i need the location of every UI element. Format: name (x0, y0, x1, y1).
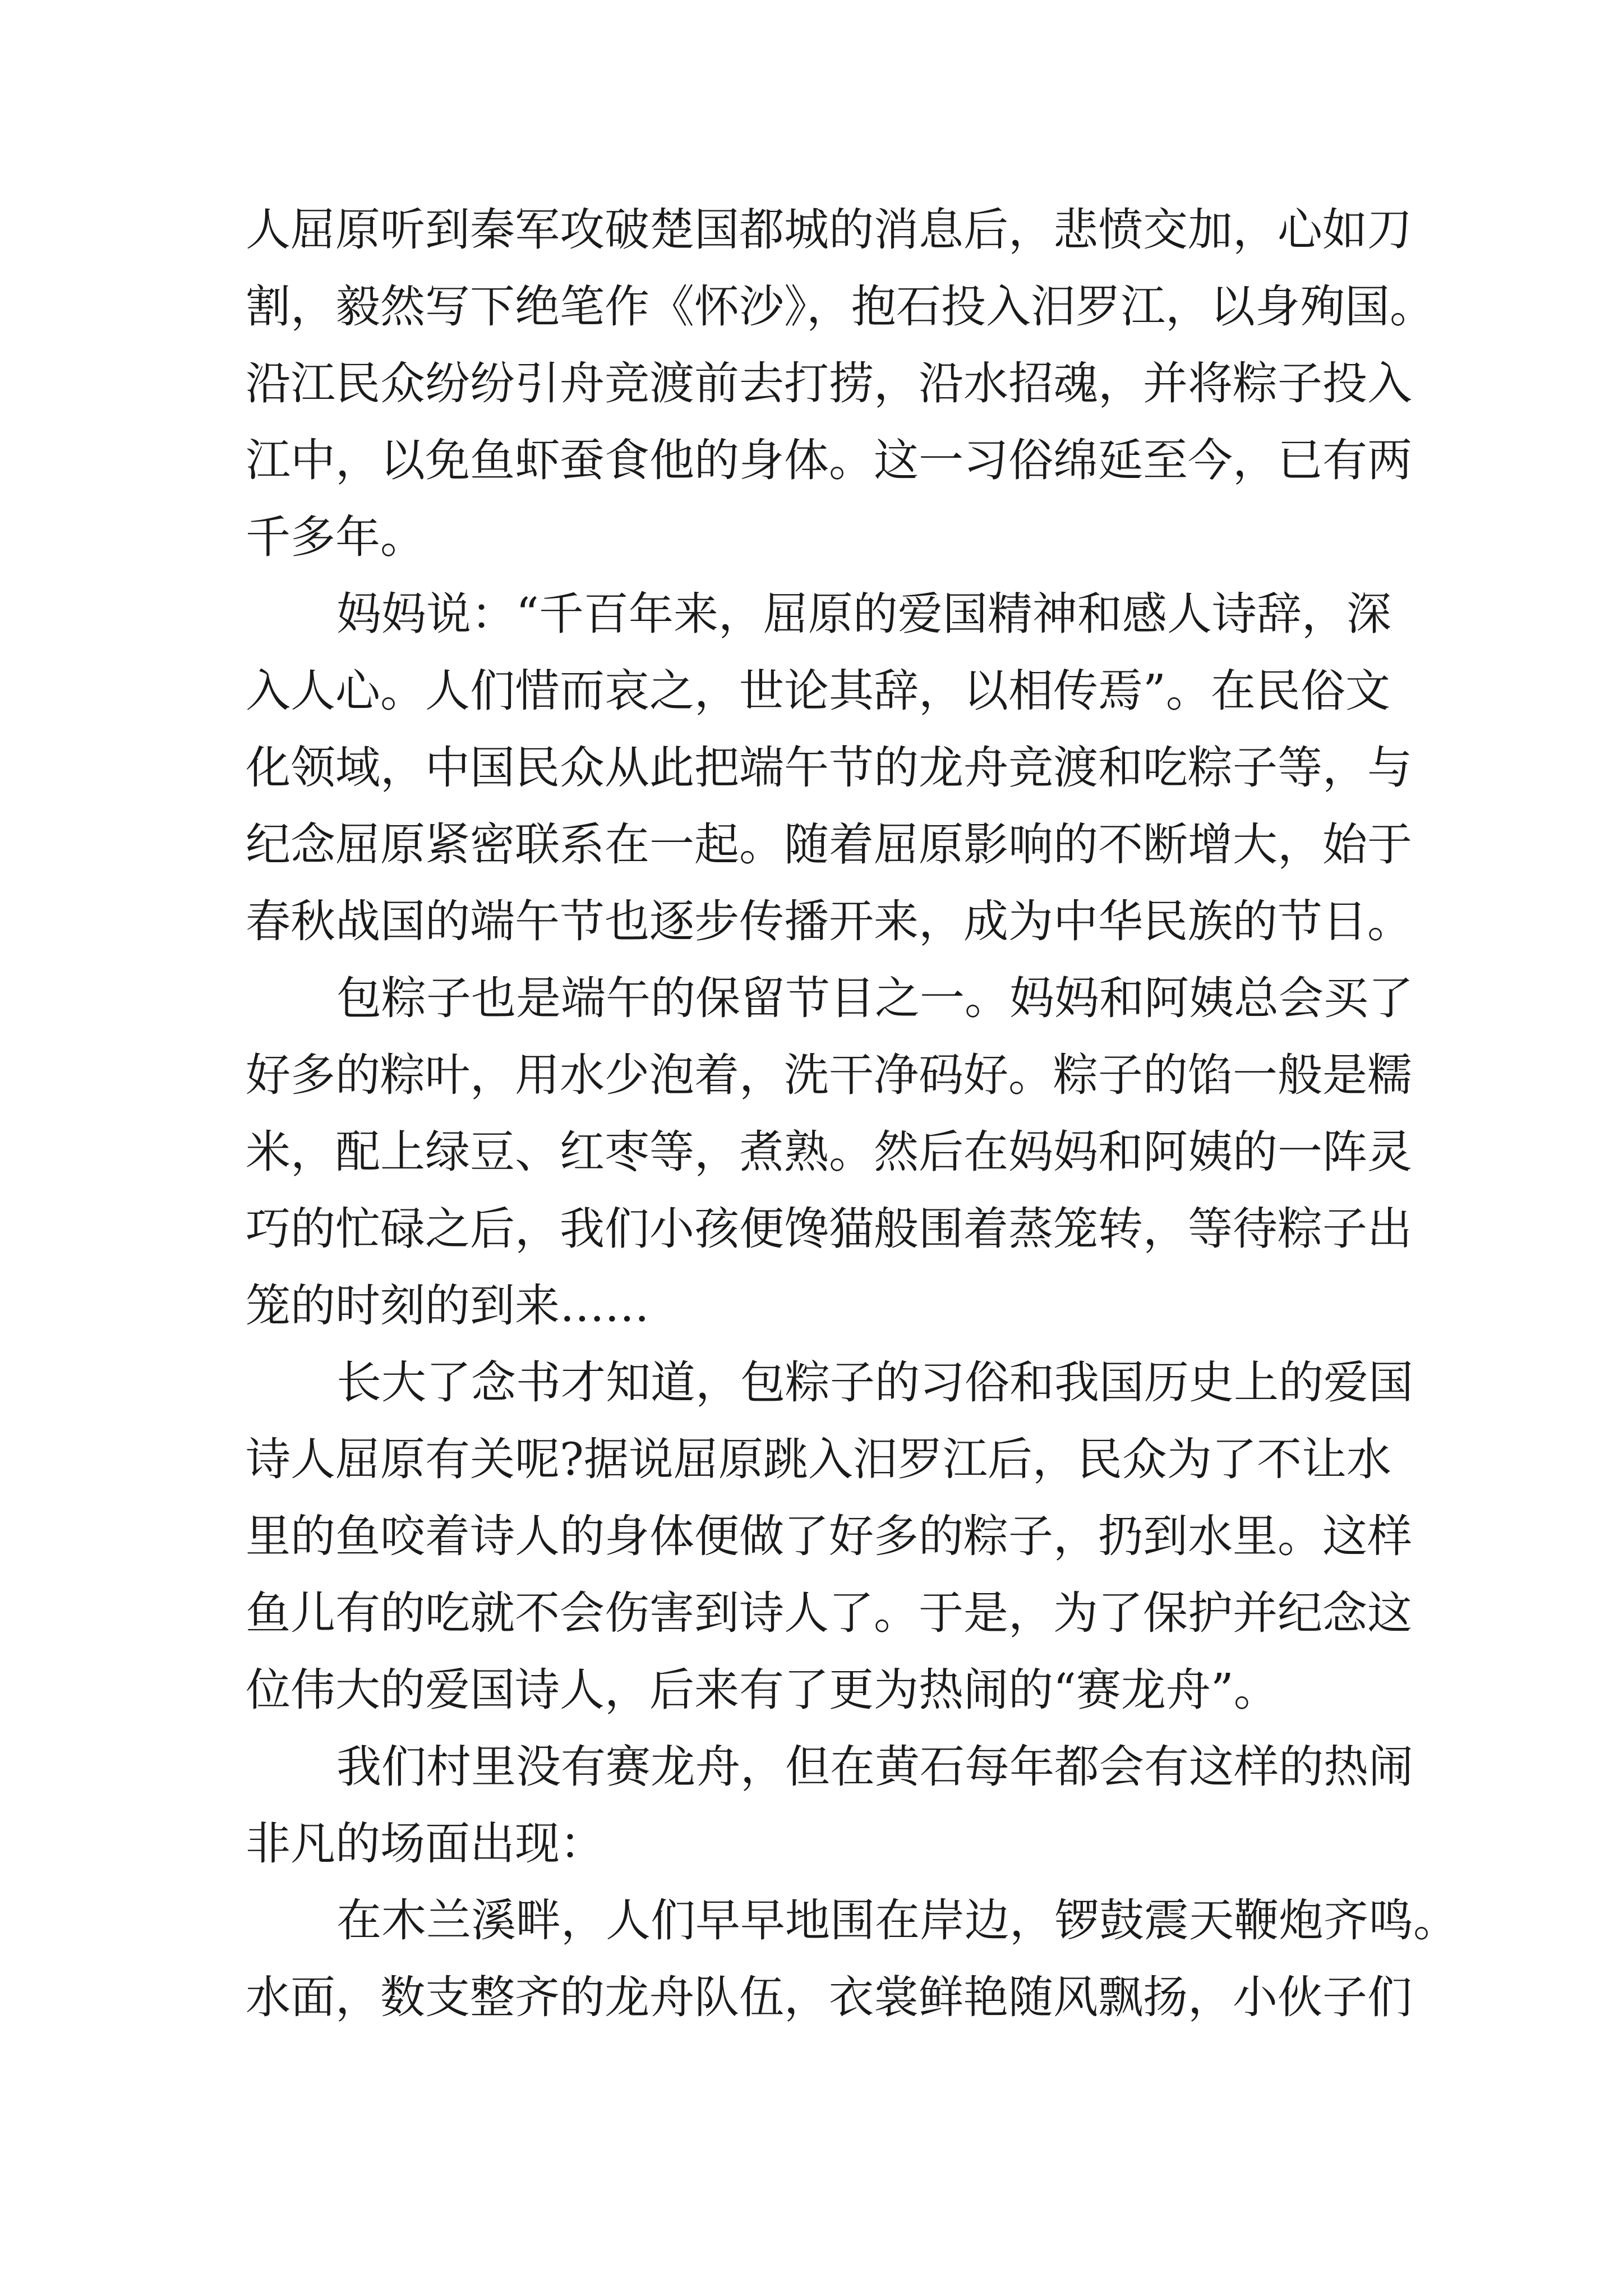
text-line: 笼的时刻的到来…… (246, 1280, 649, 1332)
text-line: 割，毅然写下绝笔作《怀沙》，抱石投入汨罗江，以身殉国。 (246, 280, 1435, 333)
paragraph-first-line: 妈妈说：“千百年来，屈原的爱国精神和感人诗辞，深 (336, 588, 1391, 640)
paragraph-first-line: 在木兰溪畔，人们早早地围在岸边，锣鼓震天鞭炮齐鸣。 (336, 1894, 1458, 1947)
text-line: 好多的粽叶，用水少泡着，洗干净码好。粽子的馅一般是糯 (246, 1049, 1412, 1101)
text-line: 化领域，中国民众从此把端午节的龙舟竞渡和吃粽子等，与 (246, 742, 1412, 794)
text-line: 米，配上绿豆、红枣等，煮熟。然后在妈妈和阿姨的一阵灵 (246, 1126, 1412, 1178)
text-line: 入人心。人们惜而哀之，世论其辞，以相传焉”。在民俗文 (246, 665, 1390, 717)
text-line: 巧的忙碌之后，我们小孩便馋猫般围着蒸笼转，等待粽子出 (246, 1203, 1412, 1255)
text-line: 沿江民众纷纷引舟竞渡前去打捞，沿水招魂，并将粽子投入 (246, 357, 1412, 409)
text-line: 江中，以免鱼虾蚕食他的身体。这一习俗绵延至今，已有两 (246, 434, 1412, 486)
text-line: 里的鱼咬着诗人的身体便做了好多的粽子，扔到水里。这样 (246, 1510, 1412, 1562)
text-line: 纪念屈原紧密联系在一起。随着屈原影响的不断增大，始于 (246, 818, 1412, 871)
text-line: 人屈原听到秦军攻破楚国都城的消息后，悲愤交加，心如刀 (246, 204, 1412, 256)
text-line: 位伟大的爱国诗人，后来有了更为热闹的“赛龙舟”。 (246, 1664, 1279, 1716)
text-line: 非凡的场面出现： (246, 1818, 605, 1870)
paragraph-first-line: 包粽子也是端午的保留节目之一。妈妈和阿姨总会买了 (336, 972, 1413, 1024)
text-line: 春秋战国的端午节也逐步传播开来，成为中华民族的节日。 (246, 895, 1412, 947)
text-line: 千多年。 (246, 511, 425, 563)
paragraph-first-line: 我们村里没有赛龙舟，但在黄石每年都会有这样的热闹 (336, 1741, 1413, 1793)
text-line: 鱼儿有的吃就不会伤害到诗人了。于是，为了保护并纪念这 (246, 1587, 1412, 1639)
text-line: 诗人屈原有关呢?据说屈原跳入汨罗江后，民众为了不让水 (246, 1433, 1391, 1485)
paragraph-first-line: 长大了念书才知道，包粽子的习俗和我国历史上的爱国 (336, 1356, 1413, 1409)
text-line: 水面，数支整齐的龙舟队伍，衣裳鲜艳随风飘扬，小伙子们 (246, 1971, 1412, 2023)
